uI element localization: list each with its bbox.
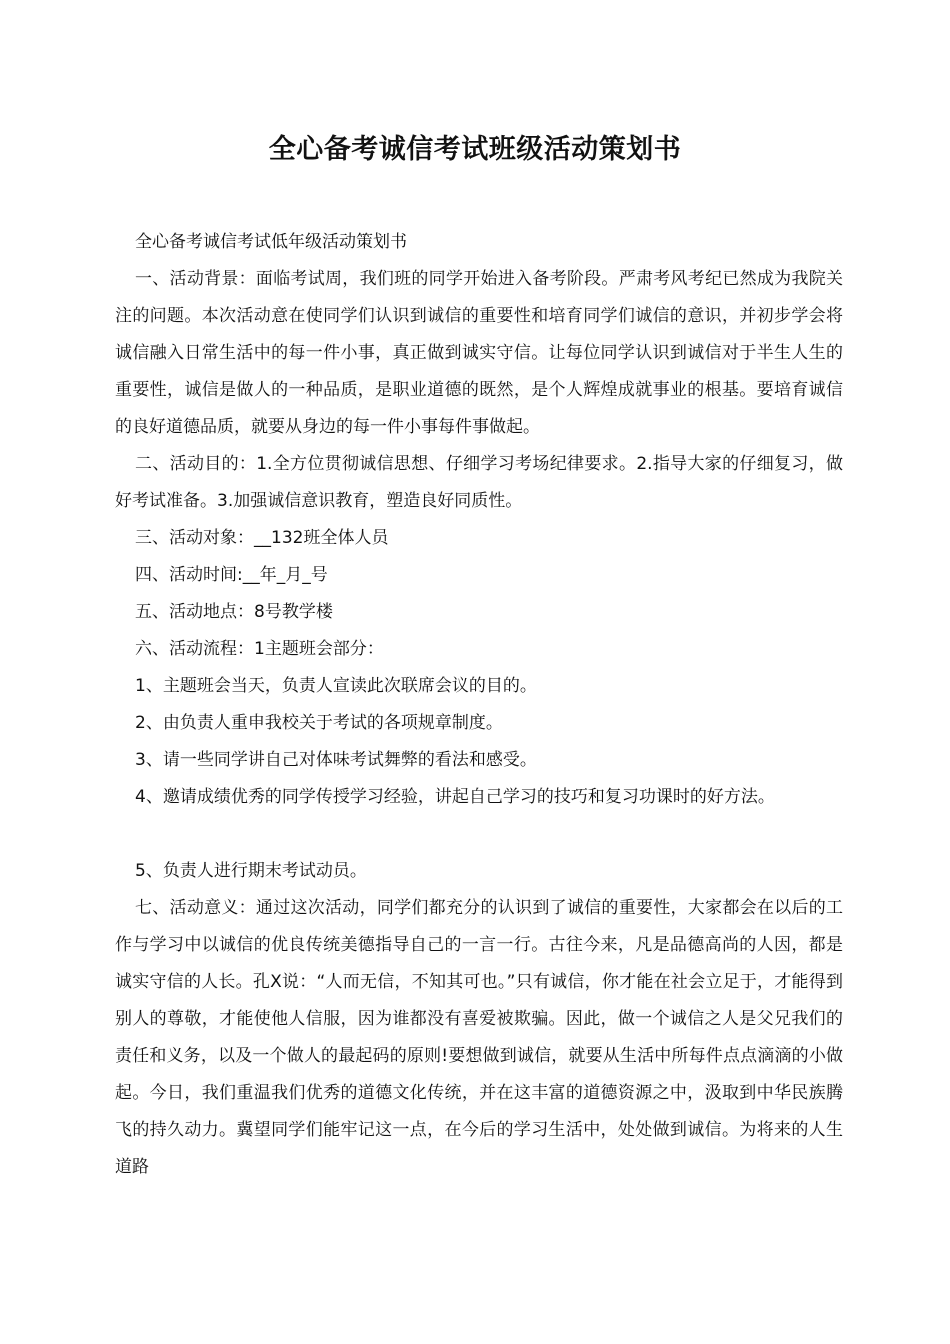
process-step-1: 1、主题班会当天，负责人宣读此次联席会议的目的。 (135, 676, 537, 696)
process-step-2: 2、由负责人重申我校关于考试的各项规章制度。 (135, 713, 503, 733)
process-paragraph: 六、活动流程：1主题班会部分： (135, 639, 384, 659)
process-step-5: 5、负责人进行期末考试动员。 (135, 861, 367, 881)
process-step-3: 3、请一些同学讲自己对体味考试舞弊的看法和感受。 (135, 750, 537, 770)
time-paragraph: 四、活动时间:__年_月_号 (135, 565, 328, 585)
subtitle-paragraph: 全心备考诚信考试低年级活动策划书 (135, 232, 407, 252)
target-paragraph: 三、活动对象：__132班全体人员 (135, 528, 389, 548)
background-paragraph: 一、活动背景：面临考试周，我们班的同学开始进入备考阶段。严肃考风考纪已然成为我院关注的问题。本次活动意在使同学们认识到诚信的重要性和培育同学们诚信的意识，并初步学会将诚信融入日常生活中的每一件小事，真正做到诚实守信。让每位同学认识到诚信对于半生人生的重要性，诚信是做人的一种品质，是职业道德的既然，是个人辉煌成就事业的根基。要培育诚信的良好道德品质，就要从身边的每一件小事每件事做起。 (115, 269, 843, 437)
process-step-4: 4、邀请成绩优秀的同学传授学习经验，讲起自己学习的技巧和复习功课时的好方法。 (135, 787, 775, 807)
significance-paragraph: 七、活动意义：通过这次活动，同学们都充分的认识到了诚信的重要性，大家都会在以后的工作与学习中以诚信的优良传统美德指导自己的一言一行。古往今来，凡是品德高尚的人因，都是诚实守信的人长。孔X说：“人而无信，不知其可也。”只有诚信，你才能在社会立足于，才能得到别人的尊敬，才能使他人信服，因为谁都没有喜爱被欺骗。因此，做一个诚信之人是父兄我们的责任和义务，以及一个做人的最起码的原则!要想做到诚信，就要从生活中所每件点点滴滴的小做起。今日，我们重温我们优秀的道德文化传统，并在这丰富的道德资源之中，汲取到中华民族腾飞的持久动力。冀望同学们能牢记这一点，在今后的学习生活中，处处做到诚信。为将来的人生道路 (115, 898, 843, 1177)
location-paragraph: 五、活动地点：8号教学楼 (135, 602, 333, 622)
document-title: 全心备考诚信考试班级活动策划书 (268, 134, 682, 165)
purpose-paragraph: 二、活动目的：1.全方位贯彻诚信思想、仔细学习考场纪律要求。2.指导大家的仔细复习，做好考试准备。3.加强诚信意识教育，塑造良好同质性。 (115, 454, 843, 511)
document-body (115, 224, 843, 1186)
paragraph-spacer (115, 816, 843, 853)
